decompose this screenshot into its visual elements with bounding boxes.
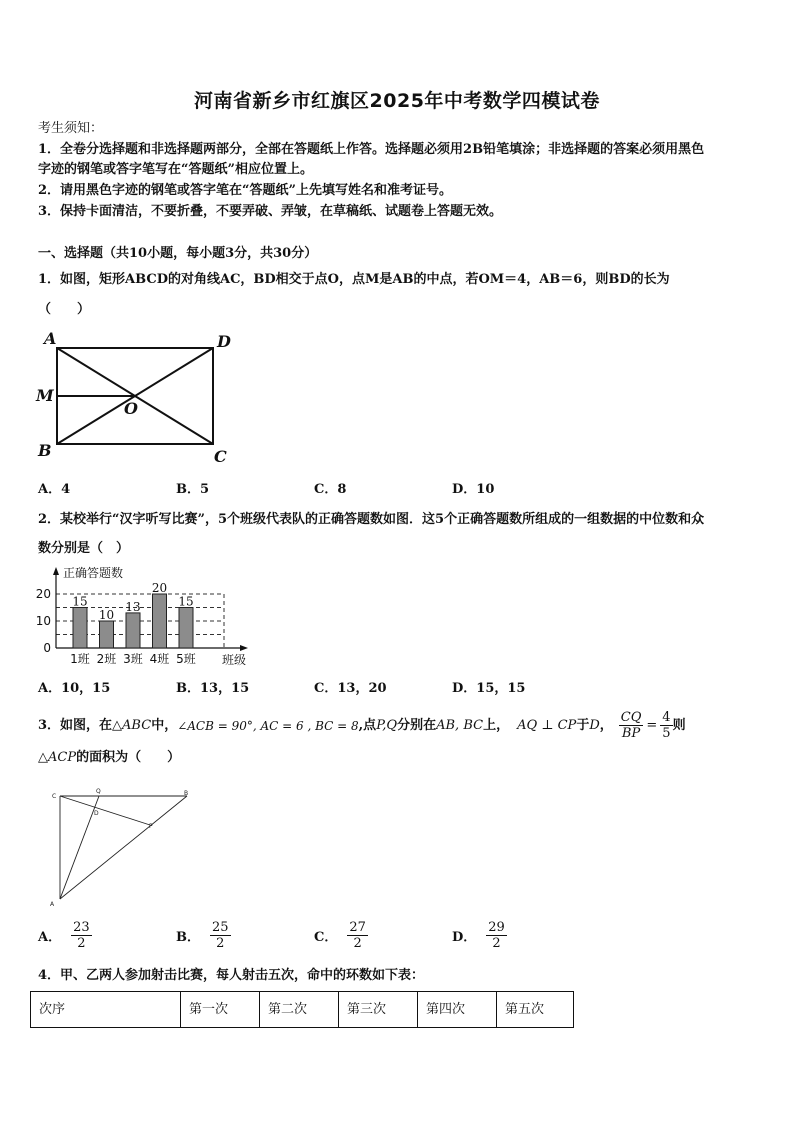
chart-bar	[126, 613, 140, 648]
notice-item-1-line-1: 1．全卷分选择题和非选择题两部分，全部在答题纸上作答。选择题必须用2B铅笔填涂；非选择题的答案必须用黑色	[38, 142, 705, 157]
option-denominator: 2	[353, 936, 362, 951]
option-denominator: 2	[492, 936, 501, 951]
q3-point-d: D	[589, 717, 600, 733]
q3-line-2-text: 的面积为（ ）	[76, 750, 181, 765]
q3-mid-4: 上，	[483, 717, 510, 733]
page-title: 河南省新乡市红旗区2025年中考数学四模试卷	[194, 90, 600, 112]
option-numerator: 27	[349, 920, 366, 935]
question-2-option-d[interactable]: D．15，15	[452, 681, 526, 696]
chart-data-label: 10	[98, 608, 115, 622]
option-numerator: 25	[212, 920, 229, 935]
option-numerator: 23	[73, 920, 90, 935]
option-fraction	[486, 920, 507, 951]
chart-y-tick-label: 0	[43, 641, 51, 655]
label-a: A	[44, 329, 57, 348]
notice-heading: 考生须知：	[38, 121, 104, 136]
option-denominator: 2	[77, 936, 86, 951]
question-3-option-c[interactable]	[314, 920, 368, 951]
chart-y-axis-arrow	[53, 567, 59, 575]
question-2-bar-chart	[30, 562, 260, 670]
section-heading: 一、选择题（共10小题，每小题3分，共30分）	[38, 246, 318, 261]
question-3-triangle-figure	[40, 786, 200, 910]
option-letter: A．	[38, 930, 62, 945]
question-2-option-c[interactable]: C．13，20	[314, 681, 387, 696]
q3-segments: AB, BC	[436, 717, 484, 733]
chart-data-label: 13	[125, 599, 141, 614]
q3-value-numerator: 4	[662, 710, 671, 725]
option-denominator: 2	[216, 936, 225, 951]
q3-value-fraction	[660, 710, 672, 741]
question-3-text-line-1	[38, 710, 686, 741]
question-1-text: 1．如图，矩形ABCD的对角线AC，BD相交于点O，点M是AB的中点，若OM＝4，AB＝6，则BD的长为	[38, 272, 670, 287]
question-3-option-a[interactable]	[38, 920, 92, 951]
table-header-row	[31, 992, 574, 1028]
label-a: A	[50, 901, 55, 908]
table-header-cell: 次序	[31, 992, 181, 1028]
question-4-text: 4．甲、乙两人参加射击比赛，每人射击五次，命中的环数如下表：	[38, 968, 425, 983]
notice-item-2: 2．请用黑色字迹的钢笔或答字笔在“答题纸”上先填写姓名和准考证号。	[38, 183, 453, 198]
question-2-text-line-1: 2．某校举行“汉字听写比赛”，5个班级代表队的正确答题数如图．这5个正确答题数所组成的一组数据的中位数和众	[38, 512, 705, 527]
table-header-cell: 第二次	[260, 992, 339, 1028]
label-d: D	[94, 810, 99, 817]
question-1-option-c[interactable]: C．8	[314, 482, 347, 497]
q3-intro: 3．如图，在	[38, 717, 113, 733]
q3-then: 则	[672, 717, 686, 733]
label-d: D	[217, 332, 231, 351]
q3-value-denominator: 5	[662, 726, 671, 741]
segment-cp	[60, 796, 150, 825]
option-fraction	[347, 920, 368, 951]
question-1-option-a[interactable]: A．4	[38, 482, 71, 497]
chart-x-axis-label: 班级	[222, 653, 247, 667]
q3-ratio-numerator: CQ	[620, 710, 642, 725]
chart-data-label: 20	[151, 581, 168, 595]
question-1-rectangle-figure	[30, 328, 250, 470]
notice-item-1-line-2: 字迹的钢笔或答字笔写在“答题纸”相应位置上。	[38, 162, 313, 177]
q3-ratio-denominator: BP	[621, 726, 641, 741]
label-o: O	[124, 399, 138, 418]
label-c: C	[52, 793, 57, 800]
question-3-option-d[interactable]	[452, 920, 507, 951]
question-1-blank: （ ）	[38, 302, 91, 317]
q3-ratio-fraction	[619, 710, 644, 741]
q3-mid-2: ,点	[358, 717, 377, 733]
option-fraction	[71, 920, 92, 951]
question-1-option-d[interactable]: D．10	[452, 482, 495, 497]
chart-y-tick-label: 20	[35, 587, 51, 601]
option-letter: D．	[452, 930, 477, 945]
q3-points-pq: P,Q	[376, 717, 398, 733]
question-2-option-a[interactable]: A．10，15	[38, 681, 111, 696]
chart-bar	[153, 594, 167, 648]
option-fraction	[210, 920, 231, 951]
q3-triangle-acp: △ACP	[38, 750, 77, 765]
q3-triangle-abc: △ABC	[112, 717, 152, 733]
q3-mid-3: 分别在	[397, 717, 437, 733]
q3-comma: ，	[599, 717, 613, 733]
question-4-table	[30, 991, 574, 1028]
chart-x-tick-label: 4班	[149, 652, 170, 666]
question-2-text-line-2: 数分别是（ ）	[38, 541, 130, 556]
option-letter: B．	[176, 930, 200, 945]
chart-data-label: 15	[178, 594, 194, 609]
table-header-cell: 第三次	[339, 992, 418, 1028]
notice-item-3: 3．保持卡面清洁，不要折叠，不要弄破、弄皱，在草稿纸、试题卷上答题无效。	[38, 204, 503, 219]
question-1-option-b[interactable]: B．5	[176, 482, 210, 497]
label-m: M	[36, 386, 54, 405]
table-header-cell: 第一次	[181, 992, 260, 1028]
table-header-cell: 第五次	[497, 992, 574, 1028]
label-c: C	[214, 447, 227, 466]
option-numerator: 29	[488, 920, 505, 935]
q3-given-values: ∠ACB = 90°, AC = 6 , BC = 8	[177, 718, 359, 733]
question-3-text-line-2	[38, 748, 180, 768]
chart-y-tick-label: 10	[35, 614, 51, 628]
q3-equals: =	[646, 717, 658, 733]
chart-x-tick-label: 1班	[70, 652, 90, 666]
chart-bar	[73, 608, 87, 649]
label-b: B	[184, 790, 189, 797]
chart-x-tick-label: 2班	[96, 652, 117, 666]
table-header-cell: 第四次	[418, 992, 497, 1028]
label-q: Q	[96, 788, 101, 795]
label-b: B	[38, 441, 52, 460]
q3-perpendicular: AQ ⊥ CP	[517, 717, 577, 733]
chart-x-tick-label: 5班	[176, 652, 196, 666]
chart-x-axis-arrow	[240, 645, 248, 651]
chart-bar	[100, 621, 114, 648]
chart-bar	[179, 608, 193, 649]
option-letter: C．	[314, 930, 338, 945]
q3-mid-1: 中，	[151, 717, 178, 733]
chart-x-tick-label: 3班	[123, 652, 143, 666]
chart-data-label: 15	[72, 594, 88, 609]
label-p: P	[149, 823, 153, 830]
q3-mid-5: 于	[576, 717, 590, 733]
question-3-option-b[interactable]	[176, 920, 231, 951]
chart-y-axis-label: 正确答题数	[63, 566, 124, 580]
question-2-option-b[interactable]: B．13，15	[176, 681, 250, 696]
